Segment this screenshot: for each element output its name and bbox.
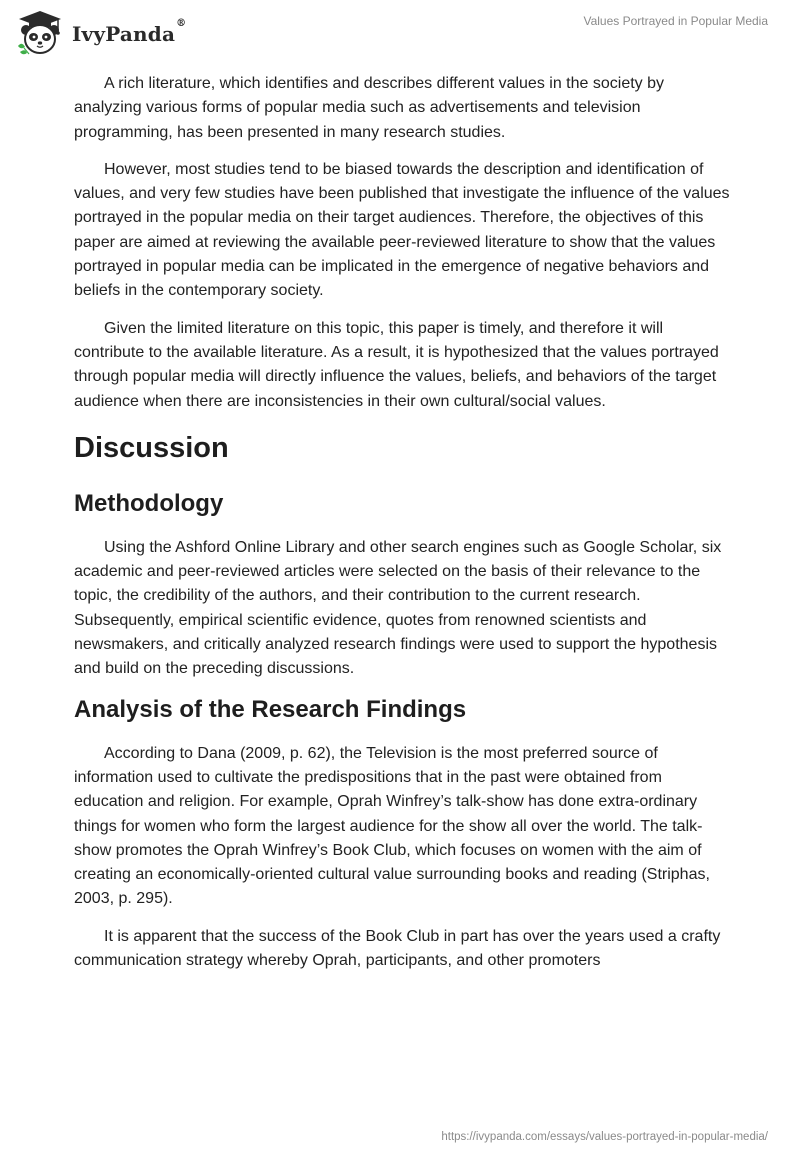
heading-discussion: Discussion	[74, 431, 229, 464]
running-title: Values Portrayed in Popular Media	[583, 14, 768, 28]
page-header	[0, 0, 800, 70]
intro-paragraph-2: However, most studies tend to be biased towards the description and identification of values, and very few studies have been published that investigate the influence of the values portrayed in the popular media on their target audiences. Therefore, the objectives of this paper are aimed at reviewing the available peer-reviewed literature to show that the values portrayed in popular media can be implicated in the emergence of negative behaviors and beliefs in the contemporary society.	[74, 160, 730, 300]
registered-mark: ®	[176, 18, 187, 29]
analysis-paragraph-2: It is apparent that the success of the Book Club in part has over the years used a crafty communication strategy whereby Oprah, participants, and other promoters	[74, 927, 721, 970]
intro-paragraph-3: Given the limited literature on this topic, this paper is timely, and therefore it will contribute to the available literature. As a result, it is hypothesized that the values portrayed through popular media will directly influence the values, beliefs, and behaviors of the target audience when there are inconsistencies in their own cultural/social values.	[74, 319, 719, 410]
intro-paragraph-1: A rich literature, which identifies and describes different values in the society by analyzing various forms of popular media such as advertisements and television programming, has been presented in many research studies.	[74, 75, 664, 141]
methodology-paragraph: Using the Ashford Online Library and other search engines such as Google Scholar, six academic and peer-reviewed articles were selected on the basis of their relevance to the topic, the credibility of the authors, and their contribution to the current research. Subsequently, empirical scientific evidence, quotes from renowned scientists and newsmakers, and critically analyzed research findings were used to support the hypothesis and build on the preceding discussions.	[74, 538, 722, 678]
heading-methodology: Methodology	[74, 489, 224, 517]
document-body	[74, 72, 730, 986]
panda-graduate-icon	[14, 8, 66, 58]
source-url-link[interactable]: https://ivypanda.com/essays/values-portrayed-in-popular-media/	[441, 1131, 768, 1143]
ivypanda-logo[interactable]	[14, 8, 186, 58]
heading-analysis: Analysis of the Research Findings	[74, 695, 467, 723]
brand-name-text: IvyPanda	[72, 22, 176, 46]
brand-name	[72, 18, 187, 46]
analysis-paragraph-1: According to Dana (2009, p. 62), the Television is the most preferred source of information used to cultivate the predispositions that in the past were obtained from education and religion. For example, Oprah Winfrey’s talk-show has done extra-ordinary things for women who form the largest audience for the show all over the world. The talk-show promotes the Oprah Winfrey’s Book Club, which focuses on women with the aim of creating an economically-oriented cultural value surrounding books and reading (Striphas, 2003, p. 295).	[74, 744, 710, 908]
